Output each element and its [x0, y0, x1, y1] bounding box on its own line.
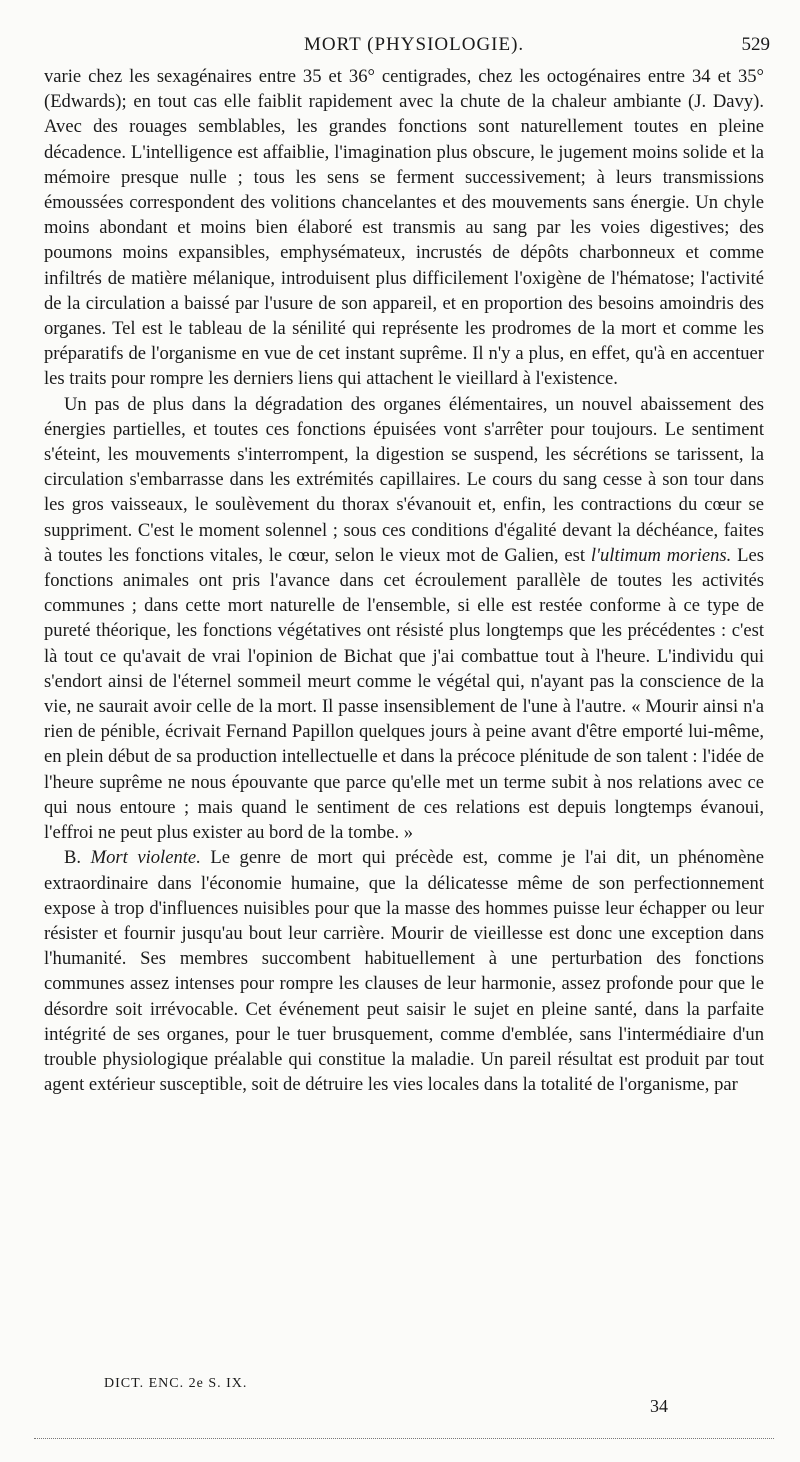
body-text	[44, 64, 764, 1097]
page-number: 529	[741, 34, 770, 55]
folio-number: 34	[650, 1396, 668, 1416]
running-head	[0, 34, 800, 58]
paragraph-2-text: Un pas de plus dans la dégradation des organes élémentaires, un nouvel abaissement des énergies partielles, et toutes ces fonctions épuisées vont s'arrêter pour toujours. Le sentiment s'éteint, les mouvements s'interrompent, la digestion se suspend, les sécrétions se tarissent, la circulation s'embarrasse dans les extrémités capillaires. Le cours du sang cesse à son tour dans les gros vaisseaux, le soulèvement du thorax s'évanouit et, enfin, les contractions du cœur se suppriment. C'est le moment solennel ; sous ces conditions d'égalité devant la déchéance, faites à toutes les fonctions vitales, le cœur, selon le vieux mot de Galien, est	[44, 393, 764, 566]
section-title: Mort violente.	[90, 847, 201, 869]
bottom-dotted-rule	[34, 1438, 774, 1440]
paragraph-1: varie chez les sexagénaires entre 35 et 36° centigrades, chez les octogénaires entre 34 et 35° (Edwards); en tout cas elle faiblit rapidement avec la chute de la chaleur ambiante (J. Davy). Avec des rouages semblables, les grandes fonctions sont naturellement toutes en pleine décadence. L'intelligence est affaiblie, l'imagination plus obscure, le jugement moins solide et la mémoire presque nulle ; tous les sens se ferment successivement; à leurs transmissions émoussées correspondent des volitions chancelantes et des mouvements sans énergie. Un chyle moins abondant et moins bien élaboré est transmis au sang par les voies digestives; des poumons moins expansibles, emphysémateux, incrustés de dépôts charbonneux et comme infiltrés de matière mélanique, introduisent plus difficilement l'oxigène de l'hématose; l'activité de la circulation a baissé par l'usure de son appareil, et en proportion des besoins amoindris des organes. Tel est le tableau de la sénilité qui représente les prodromes de la mort et comme les préparatifs de l'organisme en vue de cet instant suprême. Il n'y a plus, en effet, qu'à en accentuer les traits pour rompre les derniers liens qui attachent le vieillard à l'existence.	[44, 66, 764, 390]
paragraph-4	[44, 845, 764, 1097]
paragraph-3-text: parallèle de toutes les activités communes ; dans cette mort naturelle de l'ensemble, si elle est restée conforme à ce type de pureté théorique, les fonctions végétatives ont résisté plus longtemps que les précédentes : c'est là tout ce qu'avait de vrai l'opinion de Bichat que j'ai combattue tout à l'heure. L'individu qui s'endort ainsi de l'éternel sommeil meurt comme le végétal qui, n'ayant pas la conscience de la vie, ne saurait avoir celle de la mort. Il passe insensiblement de l'une à l'autre. « Mourir ainsi n'a rien de pénible, écrivait Fernand Papillon quelques jours à peine avant d'être emporté lui-même, en plein début de sa production intellectuelle et dans la précoce plénitude de son talent : l'idée de l'heure suprême ne nous épouvante que parce qu'elle met un terme subit à nos relations avec ce qui nous entoure ; mais quand le sentiment de ces relations est depuis longtemps évanoui, l'effroi ne peut plus exister au bord de la tombe. »	[44, 570, 764, 844]
printer-signature: DICT. ENC. 2e S. IX.	[104, 1376, 248, 1391]
italic-phrase: l'ultimum moriens.	[590, 544, 732, 566]
paragraph-4-text: Le genre de mort qui précède est, comme je l'ai dit, un phénomène extraordinaire dans l'économie humaine, que la délicatesse même de son perfectionnement expose à trop d'influences nuisibles pour que la masse des hommes puisse leur échapper ou leur résister et fournir jusqu'au bout leur carrière. Mourir de vieillesse est donc une exception dans l'humanité. Ses membres succombent habituellement à une perturbation des fonctions communes assez intenses pour rompre les clauses de leur harmonie, assez profonde pour que le désordre soit irrévocable. Cet événement peut saisir le sujet en pleine santé, dans la parfaite intégrité de ses organes, pour le tuer brusquement, comme d'emblée, sans l'intermédiaire d'un trouble physiologique préalable qui constitue la maladie. Un pareil résultat est produit par tout agent extérieur susceptible, soit de détruire les vies locales dans la totalité de l'organisme, par	[44, 847, 764, 1096]
section-label: B.	[64, 847, 82, 869]
paragraph-2-tail: Les fonctions animales ont pris l'avance dans cet écroulement	[44, 544, 764, 592]
paragraph-2	[44, 392, 764, 846]
running-title: MORT (PHYSIOLOGIE).	[304, 34, 525, 55]
